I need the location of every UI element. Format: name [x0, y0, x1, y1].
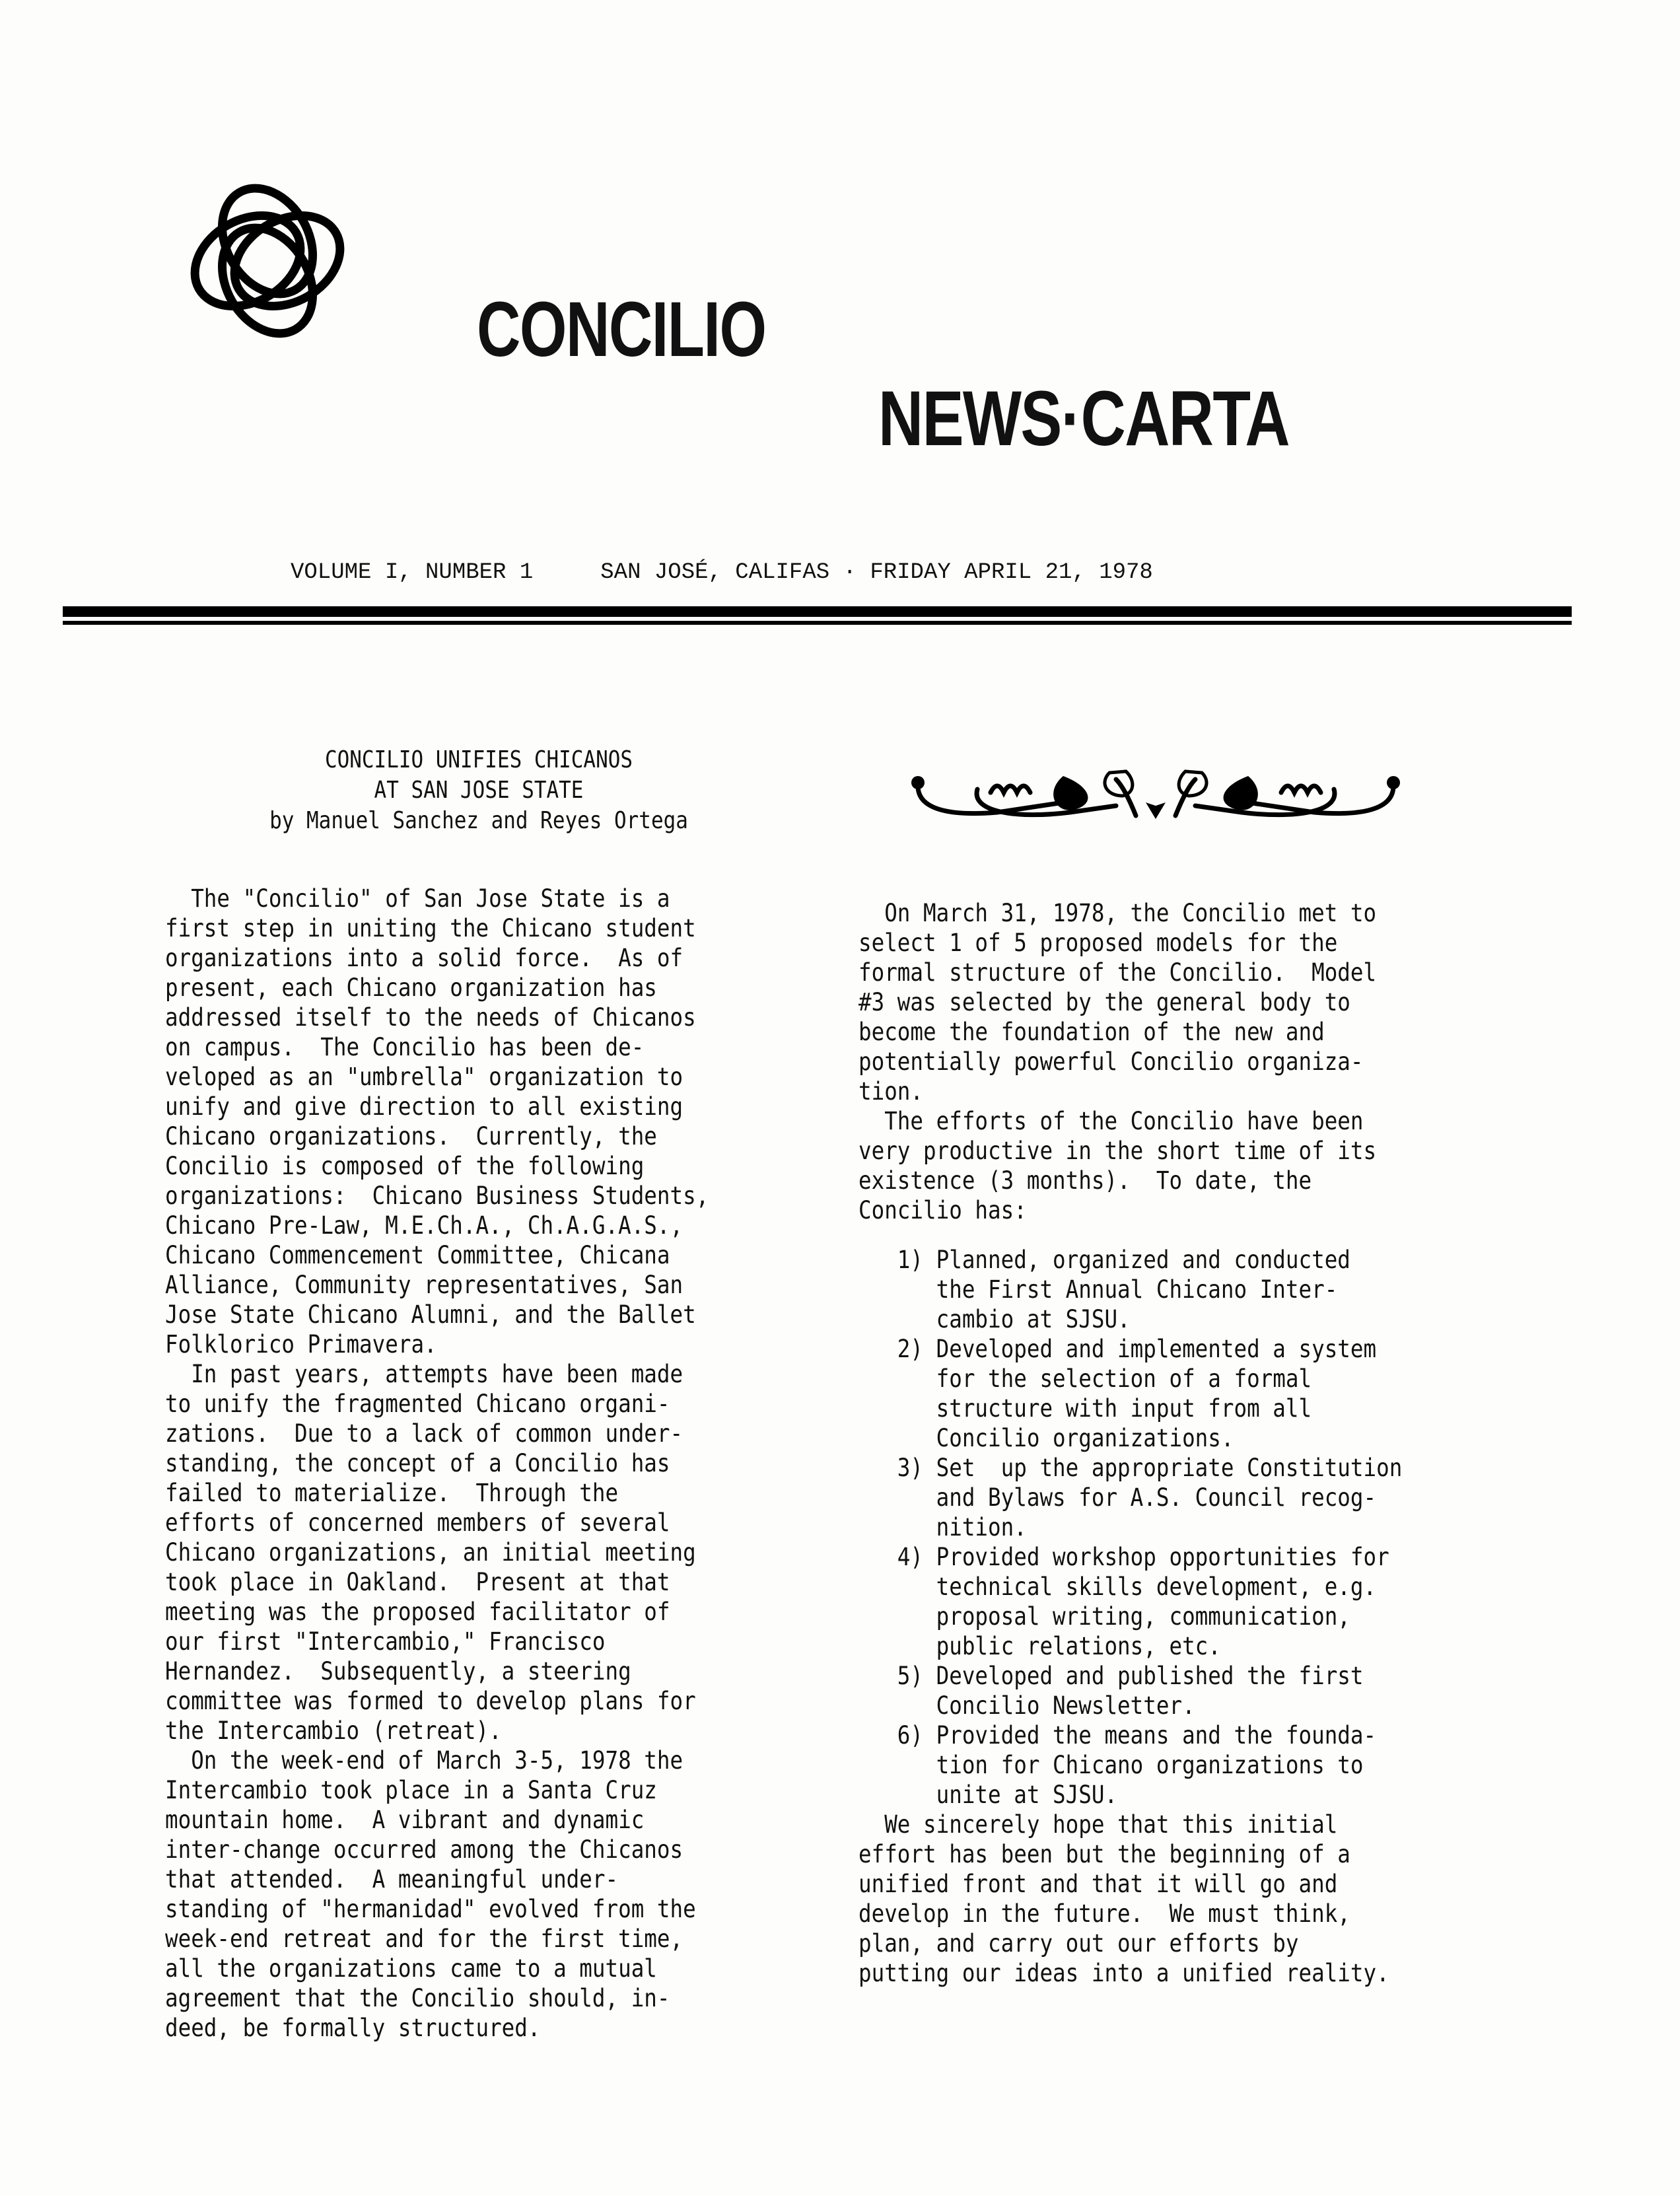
closing-text-line: putting our ideas into a unified reality.	[858, 1959, 1389, 1987]
accomplishment-line: public relations, etc.	[858, 1632, 1221, 1660]
article-text-line: inter-change occurred among the Chicanos	[165, 1835, 683, 1864]
accomplishment-line: 5) Developed and published the first	[858, 1662, 1364, 1690]
masthead-title-news-carta: NEWS·CARTA	[878, 375, 1289, 462]
article-text-line: to unify the fragmented Chicano organi-	[165, 1390, 670, 1418]
article-text-line: all the organizations came to a mutual	[165, 1954, 657, 1983]
article-text-line: select 1 of 5 proposed models for the	[858, 929, 1338, 957]
article-text-line: standing, the concept of a Concilio has	[165, 1449, 670, 1477]
accomplishment-line: structure with input from all	[858, 1394, 1312, 1423]
article-text-line: Jose State Chicano Alumni, and the Ballet	[165, 1300, 696, 1329]
accomplishment-line: cambio at SJSU.	[858, 1305, 1131, 1333]
accomplishment-line: 6) Provided the means and the founda-	[858, 1721, 1377, 1750]
article-headline	[209, 745, 749, 836]
article-text-line: the Intercambio (retreat).	[165, 1717, 502, 1745]
article-text-line: Folklorico Primavera.	[165, 1330, 437, 1359]
accomplishment-line: 2) Developed and implemented a system	[858, 1335, 1377, 1363]
masthead-rule-thin	[63, 621, 1572, 625]
article-left-column	[165, 884, 709, 2043]
article-text-line: addressed itself to the needs of Chicanos	[165, 1003, 696, 1032]
article-text-line: meeting was the proposed facilitator of	[165, 1598, 670, 1626]
article-text-line: Chicano Pre-Law, M.E.Ch.A., Ch.A.G.A.S.,	[165, 1211, 683, 1240]
article-text-line: unify and give direction to all existing	[165, 1092, 683, 1121]
accomplishment-line: for the selection of a formal	[858, 1364, 1312, 1393]
masthead-rule-thick	[63, 606, 1572, 617]
article-text-line: veloped as an "umbrella" organization to	[165, 1063, 683, 1091]
article-text-line: #3 was selected by the general body to	[858, 988, 1350, 1016]
accomplishment-line: 3) Set up the appropriate Constitution	[858, 1454, 1403, 1482]
article-text-line: Hernandez. Subsequently, a steering	[165, 1657, 631, 1685]
article-text-line: first step in uniting the Chicano student	[165, 914, 696, 942]
article-text-line: potentially powerful Concilio organiza-	[858, 1047, 1364, 1076]
article-text-line: our first "Intercambio," Francisco	[165, 1627, 606, 1656]
article-text-line: mountain home. A vibrant and dynamic	[165, 1806, 645, 1834]
closing-text-line: effort has been but the beginning of a	[858, 1840, 1350, 1868]
article-text-line: week-end retreat and for the first time,	[165, 1925, 683, 1953]
accomplishment-line: 4) Provided workshop opportunities for	[858, 1543, 1389, 1571]
article-text-line: existence (3 months). To date, the	[858, 1166, 1312, 1195]
byline: by Manuel Sanchez and Reyes Ortega	[269, 807, 688, 834]
article-text-line: standing of "hermanidad" evolved from the	[165, 1895, 696, 1923]
accomplishment-line: the First Annual Chicano Inter-	[858, 1275, 1338, 1304]
article-text-line: on campus. The Concilio has been de-	[165, 1033, 645, 1061]
article-text-line: failed to materialize. Through the	[165, 1479, 619, 1507]
accomplishment-line: nition.	[858, 1513, 1027, 1541]
closing-text-line: unified front and that it will go and	[858, 1870, 1338, 1898]
article-text-line: Concilio has:	[858, 1196, 1027, 1224]
article-text-line: efforts of concerned members of several	[165, 1508, 670, 1537]
headline-line-2: AT SAN JOSE STATE	[374, 777, 584, 804]
article-text-line: very productive in the short time of its	[858, 1137, 1377, 1165]
article-text-line: zations. Due to a lack of common under-	[165, 1419, 683, 1448]
article-text-line: Alliance, Community representatives, San	[165, 1271, 683, 1299]
headline-line-1: CONCILIO UNIFIES CHICANOS	[324, 746, 633, 773]
article-text-line: Chicano organizations. Currently, the	[165, 1122, 657, 1151]
accomplishment-line: Concilio organizations.	[858, 1424, 1234, 1452]
accomplishment-line: unite at SJSU.	[858, 1781, 1118, 1809]
article-text-line: deed, be formally structured.	[165, 2014, 541, 2042]
article-text-line: agreement that the Concilio should, in-	[165, 1984, 670, 2012]
dateline: VOLUME I, NUMBER 1 SAN JOSÉ, CALIFAS · FRIDAY APRIL 21, 1978	[291, 560, 1153, 585]
article-text-line: committee was formed to develop plans for	[165, 1687, 696, 1715]
article-text-line: Intercambio took place in a Santa Cruz	[165, 1776, 657, 1804]
article-text-line: present, each Chicano organization has	[165, 974, 657, 1002]
closing-text-line: plan, and carry out our efforts by	[858, 1929, 1299, 1958]
article-text-line: formal structure of the Concilio. Model	[858, 958, 1377, 987]
accomplishment-line: 1) Planned, organized and conducted	[858, 1246, 1350, 1274]
article-text-line: that attended. A meaningful under-	[165, 1865, 619, 1894]
accomplishment-line: technical skills development, e.g.	[858, 1573, 1377, 1601]
closing-text-line: develop in the future. We must think,	[858, 1899, 1350, 1928]
article-text-line: The efforts of the Concilio have been	[858, 1107, 1364, 1135]
article-text-line: Chicano Commencement Committee, Chicana	[165, 1241, 670, 1269]
article-text-line: organizations into a solid force. As of	[165, 944, 683, 972]
article-text-line: On March 31, 1978, the Concilio met to	[858, 899, 1377, 927]
closing-text-line: We sincerely hope that this initial	[858, 1810, 1338, 1839]
article-text-line: Chicano organizations, an initial meeting	[165, 1538, 696, 1567]
accomplishment-line: and Bylaws for A.S. Council recog-	[858, 1483, 1377, 1512]
accomplishment-line: Concilio Newsletter.	[858, 1691, 1195, 1720]
article-text-line: In past years, attempts have been made	[165, 1360, 683, 1388]
article-text-line: On the week-end of March 3-5, 1978 the	[165, 1746, 683, 1775]
article-text-line: tion.	[858, 1077, 924, 1106]
accomplishment-line: proposal writing, communication,	[858, 1602, 1350, 1631]
accomplishment-line: tion for Chicano organizations to	[858, 1751, 1364, 1779]
article-text-line: organizations: Chicano Business Students,	[165, 1182, 709, 1210]
article-text-line: took place in Oakland. Present at that	[165, 1568, 670, 1596]
interlaced-rings-logo-icon	[175, 168, 360, 353]
article-text-line: The "Concilio" of San Jose State is a	[165, 884, 670, 913]
article-right-column	[858, 898, 1402, 1988]
article-text-line: Concilio is composed of the following	[165, 1152, 645, 1180]
floral-divider-icon	[898, 766, 1413, 826]
article-text-line: become the foundation of the new and	[858, 1018, 1325, 1046]
masthead-title-concilio: CONCILIO	[477, 286, 766, 373]
